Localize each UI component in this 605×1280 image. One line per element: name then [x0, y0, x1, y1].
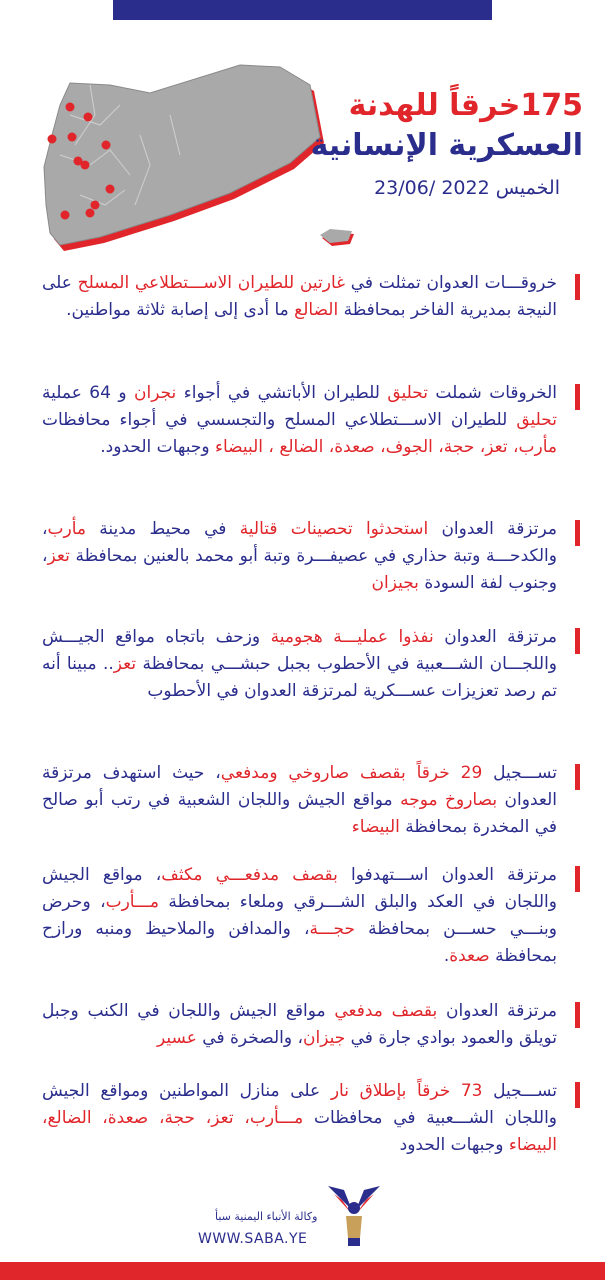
date-label: الخميس 2022 /23/06 — [374, 177, 560, 199]
item-text-segment: نجران — [134, 383, 177, 403]
item-8 — [42, 1078, 557, 1159]
item-text-segment: البيضاء — [351, 817, 400, 837]
item-text-segment: للطيران الاســـتطلاعي المسلح والتجسسي في أجواء محافظات — [42, 410, 517, 430]
item-text-segment: استحدثوا تحصينات قتالية — [239, 519, 429, 539]
item-text-segment: تحليق — [516, 410, 557, 430]
item-text-segment: خروقـــات العدوان تمثلت في — [345, 273, 557, 293]
item-text-segment: و 64 عملية — [42, 383, 134, 403]
item-text-segment: ، وحرض وبنـــي حســـن بمحافظة — [42, 892, 557, 939]
bottom-decor-bar — [0, 1262, 605, 1280]
title-line-2: العسكرية الإنسانية — [310, 128, 583, 163]
item-text-segment: وزحف باتجاه مواقع الجيـــش واللجـــان الشـــعبية في الأحطوب بجبل حبشـــي بمحافظة — [42, 627, 557, 674]
item-text-segment: بقصف مدفعي — [334, 1001, 438, 1021]
item-text-segment: ، حيث استهدف مرتزقة العدوان — [42, 763, 557, 810]
item-text-segment: تعز — [113, 654, 137, 674]
item-6 — [42, 862, 557, 970]
item-text-segment: الضالع — [294, 300, 339, 320]
item-text-segment: مأرب، تعز، حجة، الجوف، صعدة، الضالع ، البيضاء — [214, 437, 557, 457]
item-text-segment: على النيجة بمديرية الفاخر بمحافظة — [42, 273, 557, 320]
item-text-segment: 73 خرقاً بإطلاق نار — [330, 1081, 483, 1101]
item-4 — [42, 624, 557, 705]
item-text-segment: بقصف مدفعـــي مكثف — [161, 865, 338, 885]
item-text-segment: للطيران الأباتشي في أجواء — [176, 383, 388, 403]
item-text-segment: على منازل المواطنين ومواقع الجيش واللجان الشـــعبية في محافظات — [42, 1081, 557, 1128]
item-text-segment: مـــأرب — [105, 892, 160, 912]
item-text-segment: تســـجيل — [482, 763, 557, 783]
website-url: WWW.SABA.YE — [198, 1231, 308, 1247]
item-text-segment: ، والمدافن والملاحيظ ومنبه ورازح بمحافظة — [42, 919, 557, 966]
item-1 — [42, 270, 557, 324]
agency-name: وكالة الأنباء اليمنية سبأ — [215, 1210, 318, 1223]
item-text-segment: مـــأرب، تعز، حجة، صعدة، الضالع، البيضاء — [42, 1108, 557, 1155]
item-text-segment: بجيزان — [371, 573, 419, 593]
item-text-segment: مرتزقة العدوان — [433, 627, 558, 647]
item-text-segment: مواقع الجيش واللجان الشعبية في رتب أبو صالح في المخدرة بمحافظة — [42, 790, 557, 837]
item-3 — [42, 516, 557, 597]
item-text-segment: مواقع الجيش واللجان في الكنب وجبل تويلق والعمود بوادي جارة في — [42, 1001, 557, 1048]
item-text-segment: ، والكدحـــة وتبة حذاري في عصيفـــرة وتبة أبو محمد بالعنين بمحافظة — [42, 519, 557, 566]
item-text-segment: غارتين للطيران الاســـتطلاعي المسلح — [77, 273, 346, 293]
item-text-segment: مرتزقة العدوان اســـتهدفوا — [337, 865, 557, 885]
item-text-segment: .. مبينا أنه تم رصد تعزيزات عســـكرية لمرتزقة العدوان في الأحطوب — [42, 654, 557, 701]
item-text-segment: عسير — [157, 1028, 197, 1048]
title-line-1: 175خرقاً للهدنة — [348, 88, 583, 123]
item-text-segment: حجـــة — [309, 919, 356, 939]
item-text-segment: الخروقات شملت — [427, 383, 557, 403]
item-text-segment: في محيط مدينة — [86, 519, 240, 539]
item-text-segment: ، وجنوب لفة السودة — [42, 546, 557, 593]
item-text-segment: جيزان — [302, 1028, 346, 1048]
item-text-segment: بصاروخ موجه — [400, 790, 498, 810]
item-text-segment: وجبهات الحدود — [399, 1135, 509, 1155]
item-text-segment: مرتزقة العدوان — [428, 519, 557, 539]
item-text-segment: وجبهات الحدود. — [100, 437, 215, 457]
item-text-segment: تســـجيل — [482, 1081, 557, 1101]
item-text-segment: ما أدى إلى إصابة ثلاثة مواطنين. — [66, 300, 295, 320]
top-decor-bar — [113, 0, 492, 20]
item-text-segment: . — [443, 946, 450, 966]
item-7 — [42, 998, 557, 1052]
item-text-segment: تحليق — [387, 383, 428, 403]
item-text-segment: ، مواقع الجيش واللجان في العكد والبلق الشـــرقي وملعاء بمحافظة — [42, 865, 557, 912]
item-5 — [42, 760, 557, 841]
saba-eagle-logo-icon — [324, 1180, 384, 1252]
item-2 — [42, 380, 557, 461]
item-text-segment: مأرب — [47, 519, 86, 539]
item-text-segment: تعز — [47, 546, 70, 566]
item-text-segment: مرتزقة العدوان — [437, 1001, 557, 1021]
item-text-segment: 29 خرقاً بقصف صاروخي ومدفعي — [220, 763, 483, 783]
item-text-segment: نفذوا عمليـــة هجومية — [270, 627, 434, 647]
item-text-segment: صعدة — [449, 946, 490, 966]
item-text-segment: ، والصخرة في — [196, 1028, 303, 1048]
